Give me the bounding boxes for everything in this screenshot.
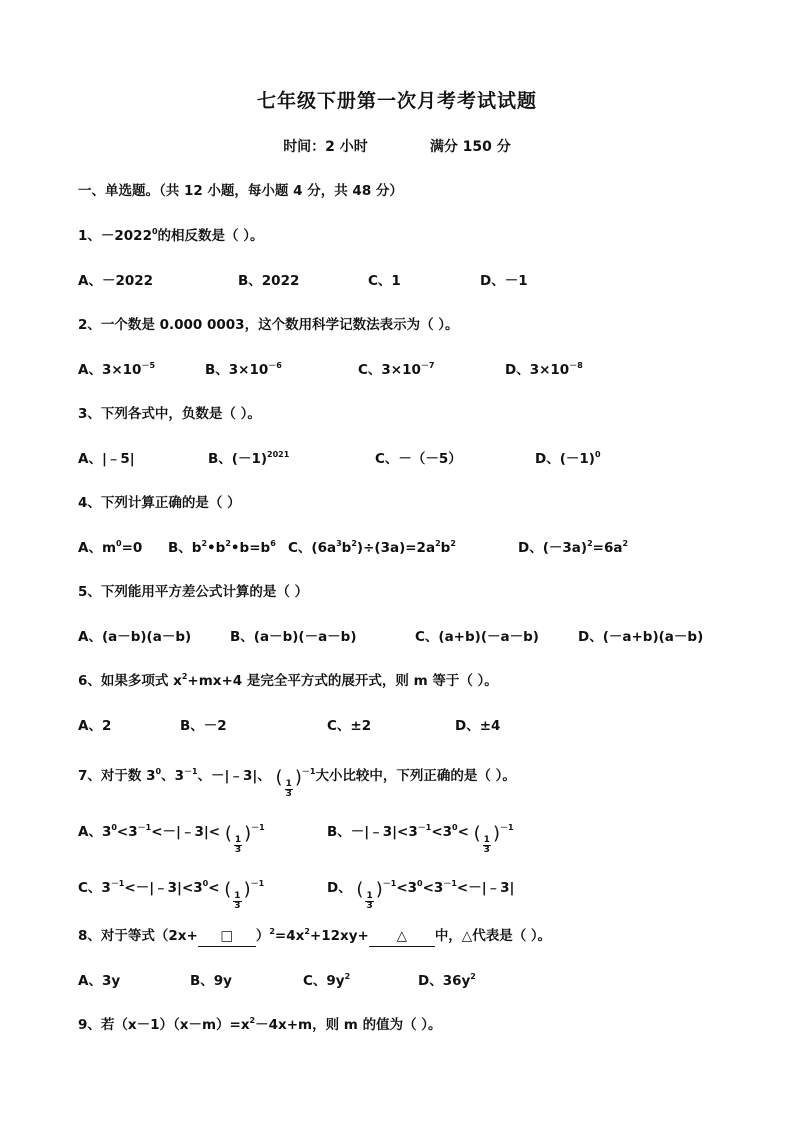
q3-option-d: D、$(-1)^0$ [535, 450, 601, 467]
q7-option-d: D、 ( $\frac{1}{3}$ )$^{-1}<3^0<3^{-1}<-|﹣3|$ [327, 879, 515, 911]
q1-option-a: A、－2022 [78, 273, 154, 289]
page-title: 七年级下册第一次月考考试试题 [256, 90, 537, 112]
q2-option-a: A、$3\times 10^{-5}$ [78, 361, 156, 378]
q1-option-d: D、－1 [480, 273, 528, 289]
q2-option-c: C、$3\times 10^{-7}$ [358, 361, 435, 378]
question-9-stem: 9、若$(x-1)(x-m)=x^2-4x+m$，则 m 的值为（ ）。 [78, 1016, 442, 1033]
q6-option-a: A、2 [78, 718, 112, 734]
q1-option-c: C、1 [368, 273, 401, 289]
q5-option-a: A、(a－b)(a－b) [78, 629, 192, 645]
triangle-blank: △ [369, 926, 435, 947]
q2-option-b: B、$3\times 10^{-6}$ [205, 361, 282, 378]
q3-option-b: B、$(-1)^{2021}$ [208, 450, 290, 467]
q4-option-b: B、$b^2•b^2•b=b^6$ [168, 539, 276, 556]
exam-meta [0, 136, 794, 156]
q5-option-b: B、(a－b)(－a－b) [230, 629, 357, 645]
question-6-stem: 6、如果多项式 $x^2+mx+4$ 是完全平方式的展开式，则 m 等于（ ）。 [78, 672, 498, 689]
q8-option-b: B、9y [190, 973, 232, 989]
q5-option-d: D、(－a+b)(a－b) [578, 629, 704, 645]
question-8-stem: 8、对于等式（2x+ □ ）$^2=4x^2+12xy+$ △ 中，△代表是（ ）。 [78, 926, 551, 947]
q7-option-a: A、$3^0<3^{-1}<-|﹣3|<$ ( $\frac{1}{3}$ )$^{-1}$ [78, 823, 265, 855]
question-3-stem: 3、下列各式中，负数是（ ）。 [78, 406, 261, 422]
fraction-one-third: $\frac{1}{3}$ [285, 779, 292, 799]
question-4-stem: 4、下列计算正确的是（ ） [78, 495, 241, 511]
square-blank: □ [198, 926, 256, 947]
q8-option-d: D、$36y^2$ [418, 972, 476, 989]
question-2-stem: 2、一个数是 0.000 0003，这个数用科学记数法表示为（ ）。 [78, 317, 459, 333]
q6-option-b: B、－2 [180, 718, 227, 734]
q6-option-c: C、±2 [327, 718, 372, 734]
question-5-stem: 5、下列能用平方差公式计算的是（ ） [78, 584, 309, 600]
q5-option-c: C、(a+b)(－a－b) [415, 629, 539, 645]
q8-option-c: C、$9y^2$ [303, 972, 351, 989]
q4-option-c: C、$(6a^3b^2)\div(3a)=2a^2b^2$ [288, 539, 456, 556]
exam-time: 时间：2 小时 [283, 139, 368, 155]
q4-option-d: D、$(-3a)^2=6a^2$ [518, 539, 629, 556]
question-1-stem: 1、$-2022^0$的相反数是（ ）。 [78, 227, 264, 244]
q3-option-c: C、－（－5） [375, 451, 462, 467]
section-heading: 一、单选题。（共 12 小题，每小题 4 分，共 48 分） [78, 183, 403, 199]
q2-option-d: D、$3\times 10^{-8}$ [505, 361, 583, 378]
q6-option-d: D、±4 [455, 718, 501, 734]
q3-option-a: A、|﹣5| [78, 451, 135, 467]
exam-score: 满分 150 分 [429, 139, 511, 155]
q4-option-a: A、$m^0=0$ [78, 539, 143, 556]
q8-option-a: A、3y [78, 973, 121, 989]
q7-option-c: C、$3^{-1}<-|﹣3|<3^0<$ ( $\frac{1}{3}$ )$^{-1}$ [78, 879, 265, 911]
q7-option-b: B、$-|﹣3|<3^{-1}<3^0<$ ( $\frac{1}{3}$ )$^{-1}$ [327, 823, 514, 855]
q1-option-b: B、2022 [238, 273, 300, 289]
question-7-stem: 7、对于数 $3^0$、$3^{-1}$、－|﹣3|、 ( $\frac{1}{3}$ )$^{-1}$大小比较中，下列正确的是（ ）。 [78, 767, 516, 799]
